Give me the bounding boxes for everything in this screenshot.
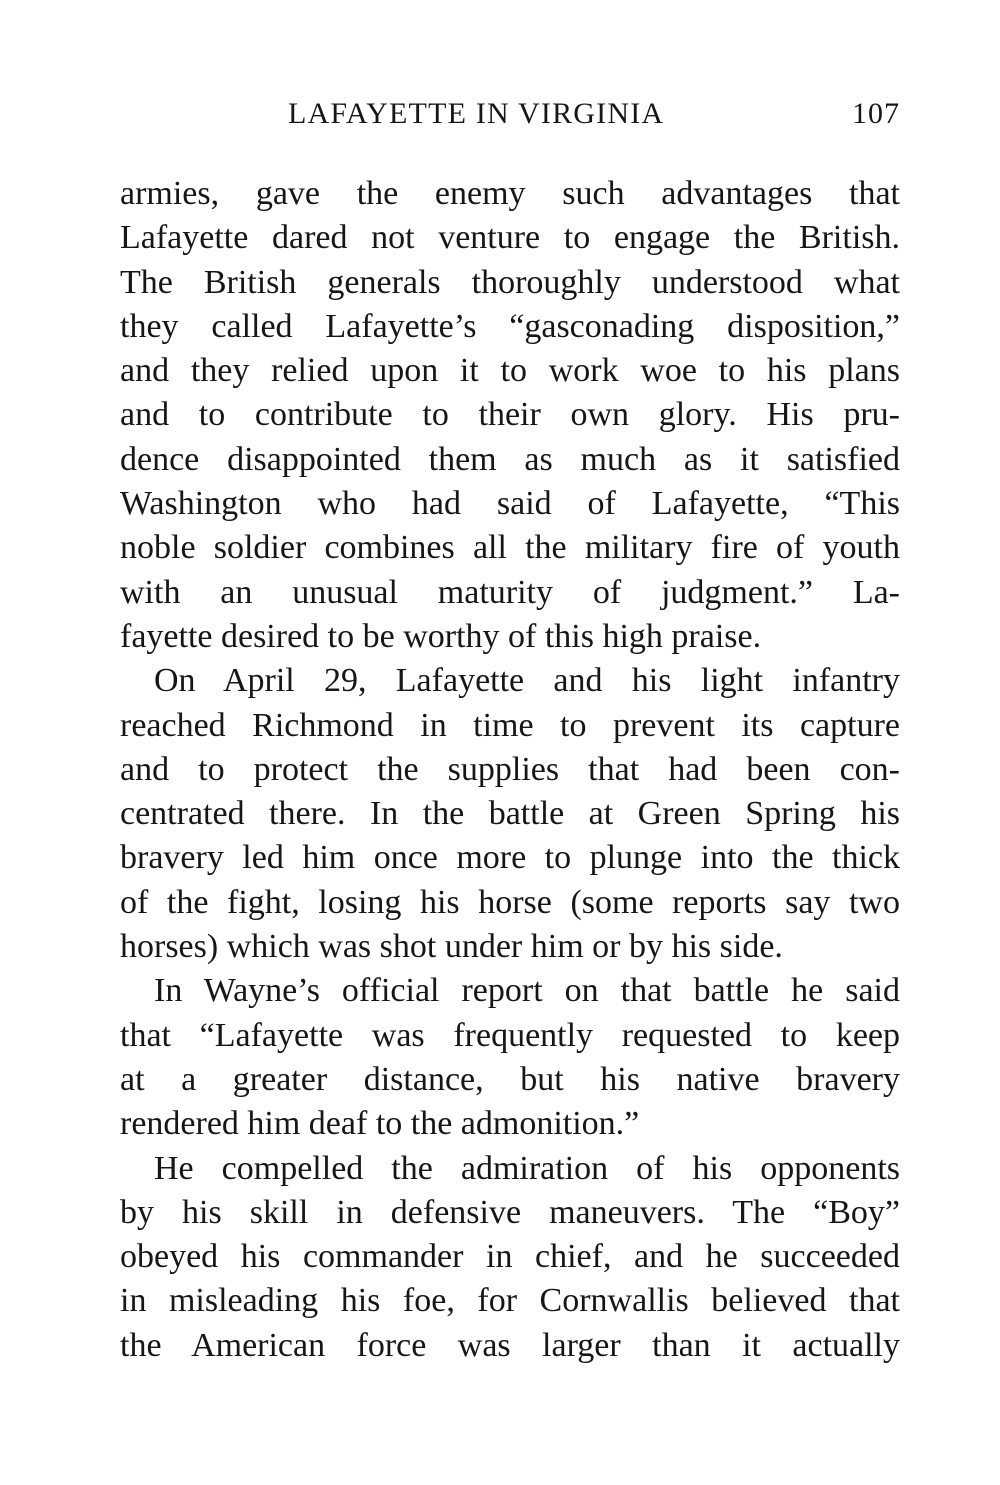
text-line: and to contribute to their own glory. His pru- — [120, 396, 900, 434]
text-line: obeyed his commander in chief, and he succeeded — [120, 1238, 900, 1276]
text-line: with an unusual maturity of judgment.” La- — [120, 573, 900, 611]
paragraph-end-line: fayette desired to be worthy of this high praise. — [120, 617, 762, 655]
text-line: at a greater distance, but his native bravery — [120, 1060, 900, 1098]
text-line: by his skill in defensive maneuvers. The “Boy” — [120, 1193, 900, 1231]
text-line: and they relied upon it to work woe to his plans — [120, 352, 900, 390]
text-line: dence disappointed them as much as it satisfied — [120, 440, 900, 478]
text-line: Lafayette dared not venture to engage the British. — [120, 219, 900, 257]
running-title: LAFAYETTE IN VIRGINIA — [288, 97, 665, 130]
paragraph-start-line: On April 29, Lafayette and his light infantry — [154, 662, 900, 700]
paragraph-end-line: rendered him deaf to the admonition.” — [120, 1105, 640, 1143]
text-line: centrated there. In the battle at Green Spring his — [120, 795, 900, 833]
paragraph-end-line: horses) which was shot under him or by his side. — [120, 928, 783, 966]
text-line: bravery led him once more to plunge into the thick — [120, 839, 900, 877]
body-text — [120, 172, 900, 1368]
text-line: The British generals thoroughly understood what — [120, 263, 900, 301]
text-line: reached Richmond in time to prevent its capture — [120, 706, 900, 744]
text-line: the American force was larger than it actually — [120, 1326, 900, 1364]
running-head — [120, 97, 900, 137]
text-line: they called Lafayette’s “gasconading disposition,” — [120, 307, 900, 345]
text-line: Washington who had said of Lafayette, “This — [120, 485, 900, 523]
text-line: that “Lafayette was frequently requested to keep — [120, 1016, 900, 1054]
page-number: 107 — [852, 97, 900, 130]
text-line: armies, gave the enemy such advantages that — [120, 175, 900, 212]
text-line: in misleading his foe, for Cornwallis believed that — [120, 1282, 900, 1320]
text-line: noble soldier combines all the military fire of youth — [120, 529, 900, 567]
paragraph-start-line: He compelled the admiration of his opponents — [154, 1149, 900, 1187]
text-line: and to protect the supplies that had been con- — [120, 750, 900, 788]
text-line: of the fight, losing his horse (some reports say two — [120, 883, 900, 921]
paragraph-start-line: In Wayne’s official report on that battle he said — [154, 972, 900, 1010]
